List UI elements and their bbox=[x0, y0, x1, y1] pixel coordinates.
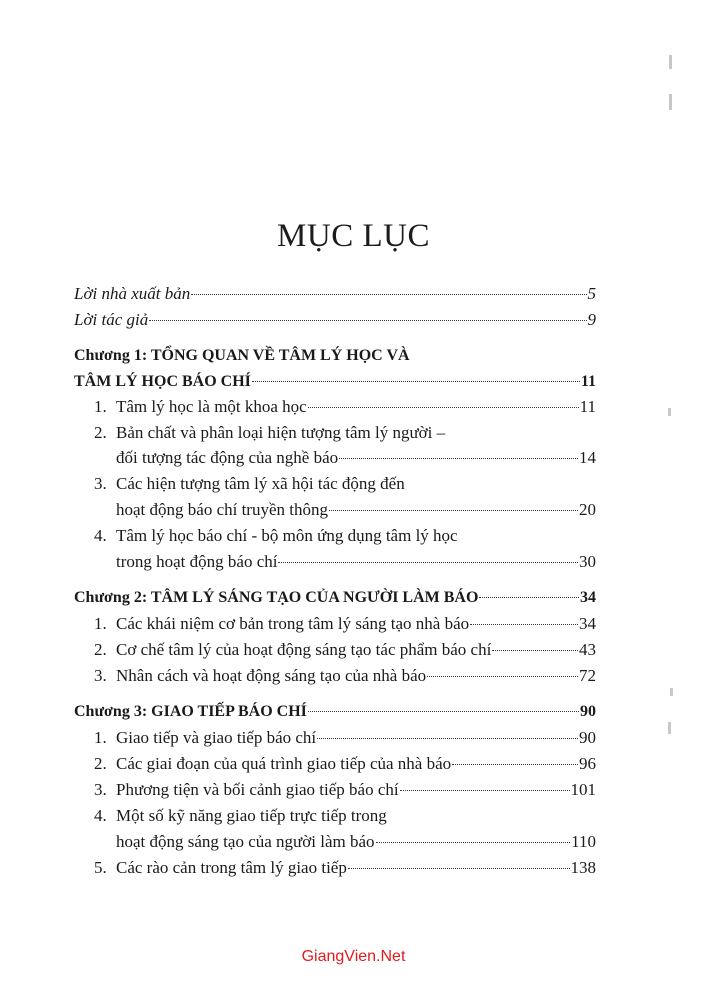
dot-leader bbox=[339, 455, 578, 459]
dot-leader bbox=[308, 708, 579, 712]
section-label: Cơ chế tâm lý của hoạt động sáng tạo tác phẩm báo chí bbox=[116, 640, 492, 659]
scan-speck bbox=[668, 408, 671, 416]
dot-leader bbox=[376, 839, 571, 843]
toc-section bbox=[94, 856, 596, 880]
entry-page: 5 bbox=[587, 284, 596, 303]
section-page: 20 bbox=[579, 500, 596, 519]
toc-section-cont bbox=[116, 498, 596, 522]
chapter-page: 34 bbox=[580, 589, 596, 606]
toc-section bbox=[94, 778, 596, 802]
section-label: Giao tiếp và giao tiếp báo chí bbox=[116, 728, 317, 747]
toc-entry-publisher-note bbox=[74, 282, 596, 306]
dot-leader bbox=[191, 291, 586, 295]
chapter-page: 90 bbox=[580, 703, 596, 720]
toc-section bbox=[94, 472, 596, 496]
section-number: 1. bbox=[94, 614, 107, 633]
dot-leader bbox=[278, 559, 578, 563]
section-label: Nhân cách và hoạt động sáng tạo của nhà báo bbox=[116, 666, 427, 685]
section-number: 2. bbox=[94, 640, 107, 659]
chapter-title-line: Chương 1: TỔNG QUAN VỀ TÂM LÝ HỌC VÀ bbox=[74, 347, 410, 364]
page-title: MỤC LỤC bbox=[277, 218, 430, 255]
section-page: 101 bbox=[570, 780, 596, 799]
dot-leader bbox=[492, 647, 578, 651]
section-number: 4. bbox=[94, 806, 107, 825]
section-number: 2. bbox=[94, 423, 107, 442]
toc-section-cont bbox=[116, 830, 596, 854]
section-page: 72 bbox=[579, 666, 596, 685]
dot-leader bbox=[317, 735, 578, 739]
section-label: Các giai đoạn của quá trình giao tiếp của nhà báo bbox=[116, 754, 452, 773]
section-page: 90 bbox=[579, 728, 596, 747]
section-number: 1. bbox=[94, 397, 107, 416]
chapter-title-line: Chương 2: TÂM LÝ SÁNG TẠO CỦA NGƯỜI LÀM BÁO bbox=[74, 589, 479, 606]
dot-leader bbox=[427, 673, 578, 677]
toc-section bbox=[94, 524, 596, 548]
toc-entry-author-note bbox=[74, 308, 596, 332]
section-number: 4. bbox=[94, 526, 107, 545]
toc-section-cont bbox=[116, 550, 596, 574]
dot-leader bbox=[329, 507, 578, 511]
dot-leader bbox=[149, 317, 586, 321]
section-number: 1. bbox=[94, 728, 107, 747]
section-label: hoạt động sáng tạo của người làm báo bbox=[116, 832, 375, 851]
toc-section bbox=[94, 421, 596, 445]
toc-section bbox=[94, 804, 596, 828]
section-label: đối tượng tác động của nghề báo bbox=[116, 448, 339, 467]
section-page: 34 bbox=[579, 614, 596, 633]
toc-section bbox=[94, 752, 596, 776]
section-label: hoạt động báo chí truyền thông bbox=[116, 500, 328, 519]
dot-leader bbox=[479, 594, 579, 598]
watermark: GiangVien.Net bbox=[301, 948, 406, 965]
section-label: Các hiện tượng tâm lý xã hội tác động đến bbox=[116, 474, 405, 493]
entry-page: 9 bbox=[587, 310, 596, 329]
section-label: Tâm lý học là một khoa học bbox=[116, 397, 307, 416]
section-label: Phương tiện và bối cảnh giao tiếp báo chí bbox=[116, 780, 399, 799]
section-label: Các khái niệm cơ bản trong tâm lý sáng tạo nhà báo bbox=[116, 614, 470, 633]
scan-speck bbox=[668, 722, 671, 734]
chapter-1-title-cont bbox=[74, 370, 596, 394]
entry-label: Lời nhà xuất bản bbox=[74, 284, 191, 303]
toc-section bbox=[94, 726, 596, 750]
section-page: 110 bbox=[571, 832, 596, 851]
toc-section bbox=[94, 612, 596, 636]
dot-leader bbox=[400, 787, 570, 791]
scan-speck bbox=[670, 688, 673, 696]
section-page: 14 bbox=[579, 448, 596, 467]
section-page: 30 bbox=[579, 552, 596, 571]
section-number: 3. bbox=[94, 780, 107, 799]
dot-leader bbox=[348, 865, 570, 869]
toc-section bbox=[94, 664, 596, 688]
scan-speck bbox=[669, 55, 672, 69]
toc-section bbox=[94, 638, 596, 662]
chapter-2-title bbox=[74, 586, 596, 610]
chapter-1-title bbox=[74, 344, 596, 368]
chapter-title-line: TÂM LÝ HỌC BÁO CHÍ bbox=[74, 373, 251, 390]
dot-leader bbox=[308, 404, 579, 408]
toc-section bbox=[94, 395, 596, 419]
chapter-page: 11 bbox=[580, 373, 596, 390]
entry-label: Lời tác giả bbox=[74, 310, 149, 329]
section-label: Tâm lý học báo chí - bộ môn ứng dụng tâm lý học bbox=[116, 526, 458, 545]
section-number: 2. bbox=[94, 754, 107, 773]
section-label: trong hoạt động báo chí bbox=[116, 552, 278, 571]
chapter-title-line: Chương 3: GIAO TIẾP BÁO CHÍ bbox=[74, 703, 307, 720]
toc-section-cont bbox=[116, 446, 596, 470]
dot-leader bbox=[452, 761, 578, 765]
section-number: 3. bbox=[94, 666, 107, 685]
section-page: 11 bbox=[579, 397, 596, 416]
section-page: 96 bbox=[579, 754, 596, 773]
section-label: Các rào cản trong tâm lý giao tiếp bbox=[116, 858, 347, 877]
section-number: 5. bbox=[94, 858, 107, 877]
section-label: Một số kỹ năng giao tiếp trực tiếp trong bbox=[116, 806, 387, 825]
dot-leader bbox=[252, 378, 580, 382]
chapter-3-title bbox=[74, 700, 596, 724]
dot-leader bbox=[470, 621, 578, 625]
section-page: 43 bbox=[579, 640, 596, 659]
scan-speck bbox=[669, 94, 672, 110]
section-number: 3. bbox=[94, 474, 107, 493]
section-label: Bản chất và phân loại hiện tượng tâm lý người – bbox=[116, 423, 446, 442]
section-page: 138 bbox=[570, 858, 596, 877]
